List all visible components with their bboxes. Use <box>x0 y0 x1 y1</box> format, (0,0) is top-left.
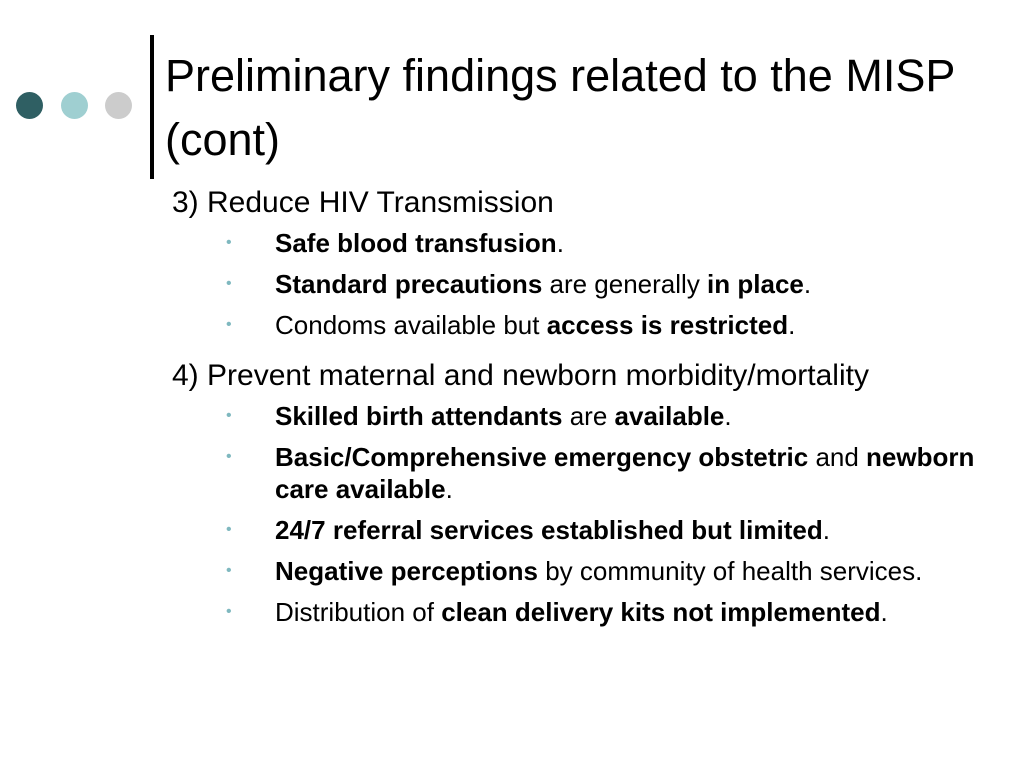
dot-dark <box>16 92 43 119</box>
text: are generally <box>542 269 708 299</box>
text: . <box>556 228 564 258</box>
bold-text: 24/7 referral services established but limited <box>275 515 823 545</box>
slide-content <box>172 185 1012 637</box>
text: . <box>788 310 796 340</box>
bullet-icon: • <box>226 234 232 251</box>
section-heading-maternal: 4) Prevent maternal and newborn morbidity/mortality <box>172 359 869 392</box>
list-item <box>172 400 1012 432</box>
text: Distribution of <box>275 597 442 627</box>
list-item <box>172 514 1012 546</box>
bold-text: Basic/Comprehensive emergency obstetric <box>275 442 809 472</box>
bold-text: in place <box>707 269 804 299</box>
bullet-icon: • <box>226 275 232 292</box>
slide-title: Preliminary findings related to the MISP (cont) <box>165 50 955 165</box>
bullet-icon: • <box>226 316 232 333</box>
bullet-icon: • <box>226 448 232 465</box>
bold-text: Standard precautions <box>275 269 543 299</box>
text: . <box>880 597 888 627</box>
dot-light <box>61 92 88 119</box>
bold-text: Safe blood transfusion <box>275 228 557 258</box>
bullet-icon: • <box>226 603 232 620</box>
list-item <box>172 309 1012 341</box>
text: . <box>445 474 453 504</box>
section-heading-hiv: 3) Reduce HIV Transmission <box>172 186 554 219</box>
title-divider <box>150 35 154 179</box>
bullet-icon: • <box>226 562 232 579</box>
bold-text: Negative perceptions <box>275 556 538 586</box>
bold-text: Skilled birth attendants <box>275 401 563 431</box>
text: . <box>803 269 812 299</box>
list-item <box>172 441 1012 505</box>
section-list-maternal <box>172 400 1012 628</box>
bullet-icon: • <box>226 407 232 424</box>
dot-gray <box>105 92 132 119</box>
bold-text: clean delivery kits not implemented <box>441 597 881 627</box>
list-item <box>172 268 1012 300</box>
text: Condoms available but <box>275 310 547 340</box>
text: and <box>808 442 867 472</box>
section-list-hiv <box>172 227 1012 341</box>
list-item <box>172 555 1012 587</box>
bullet-icon: • <box>226 521 232 538</box>
text: . <box>724 401 732 431</box>
text: . <box>822 515 830 545</box>
list-item <box>172 227 1012 259</box>
text: are <box>562 401 615 431</box>
bold-text: available <box>614 401 725 431</box>
bold-text: newborn care available <box>275 442 975 504</box>
list-item <box>172 596 1012 628</box>
text: by community of health services. <box>537 556 923 586</box>
bold-text: access is restricted <box>546 310 789 340</box>
decorative-dots <box>14 92 134 122</box>
